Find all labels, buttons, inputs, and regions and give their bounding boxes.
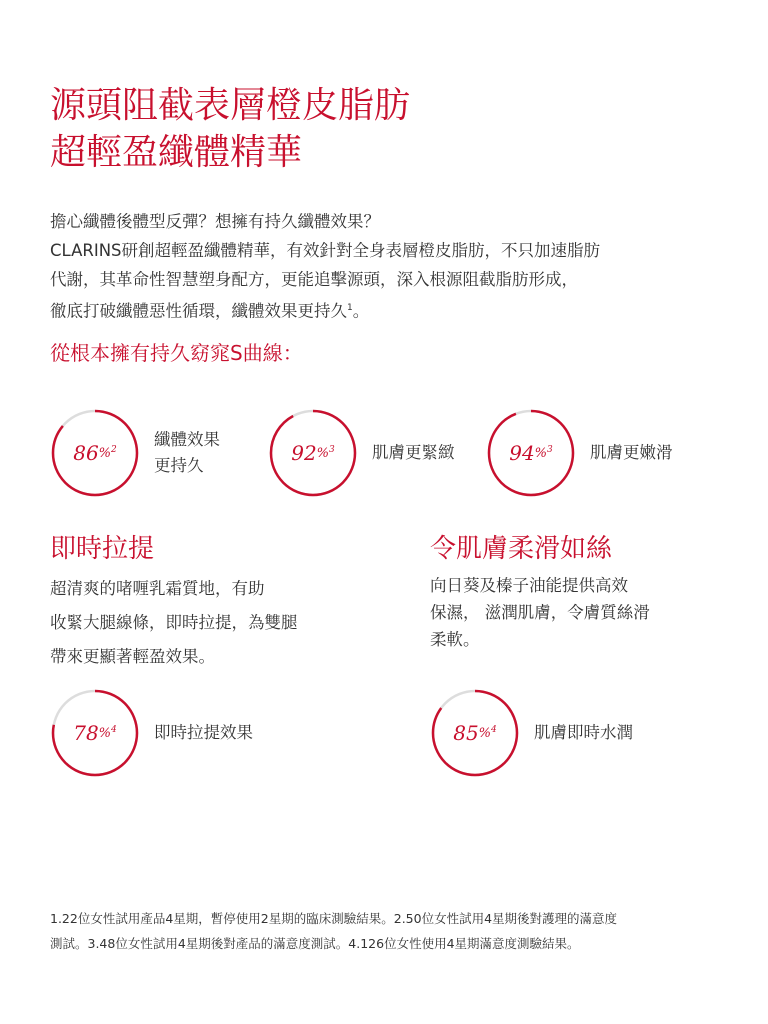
section-silky-line-2: 保濕， 滋潤肌膚，令膚質絲滑: [430, 603, 650, 622]
stat-unit: %: [98, 725, 112, 741]
section-silky-line-3: 柔軟。: [430, 630, 480, 649]
intro-line-4: [50, 294, 730, 326]
stat-instant-lift: [50, 688, 253, 778]
stat-label-line-2: 更持久: [154, 456, 204, 475]
section-lifting-line-2: 收緊大腿線條，即時拉提，為雙腿: [50, 613, 298, 632]
stat-value: 94: [509, 441, 535, 465]
stat-label-line-1: 肌膚即時水潤: [534, 723, 633, 742]
stat-ring: [268, 408, 358, 498]
stat-ring: [486, 408, 576, 498]
title-line-1: 源頭阻截表層橙皮脂肪: [50, 85, 411, 126]
stat-ring: [50, 688, 140, 778]
footnote-ref: 2: [111, 445, 117, 455]
section-lifting-line-1: 超清爽的啫喱乳霜質地，有助: [50, 579, 265, 598]
stat-instant-hydration: [430, 688, 633, 778]
stat-label-line-1: 肌膚更緊緻: [372, 443, 455, 462]
stat-percent: [268, 408, 358, 498]
section-lifting-title: 即時拉提: [50, 534, 155, 564]
stat-percent: [430, 688, 520, 778]
footnote-ref: 1: [347, 303, 353, 313]
footnote-ref: 3: [547, 445, 553, 455]
section-lifting-body: [50, 572, 298, 674]
stat-firmer-skin: [268, 408, 455, 498]
footnotes: [50, 906, 730, 956]
section-silky-body: [430, 572, 650, 653]
stat-value: 78: [73, 721, 99, 745]
stat-unit: %: [534, 445, 548, 461]
title-line-2: 超輕盈纖體精華: [50, 132, 303, 173]
stat-unit: %: [98, 445, 112, 461]
stat-value: 86: [73, 441, 99, 465]
stat-label: [534, 720, 633, 746]
stat-label: [154, 427, 220, 479]
stat-label-line-1: 即時拉提效果: [154, 723, 253, 742]
section-silky-line-1: 向日葵及榛子油能提供高效: [430, 576, 628, 595]
stat-value: 92: [291, 441, 317, 465]
stat-label-line-1: 纖體效果: [154, 430, 220, 449]
stat-unit: %: [478, 725, 492, 741]
stat-ring: [430, 688, 520, 778]
stat-percent: [50, 688, 140, 778]
intro-line-3: 代謝，其革命性智慧塑身配方，更能追擊源頭，深入根源阻截脂肪形成，: [50, 270, 578, 289]
stat-unit: %: [316, 445, 330, 461]
stat-value: 85: [453, 721, 479, 745]
intro-line-1: 擔心纖體後體型反彈？想擁有持久纖體效果？: [50, 212, 380, 231]
footnote-ref: 3: [329, 445, 335, 455]
intro-line-4-end: 。: [352, 301, 370, 321]
footnote-ref: 4: [111, 725, 117, 735]
benefits-subheading: 從根本擁有持久窈窕S曲線：: [50, 341, 303, 365]
stat-lasting-slimming: [50, 408, 220, 498]
stat-smoother-skin: [486, 408, 673, 498]
stat-percent: [50, 408, 140, 498]
stat-percent: [486, 408, 576, 498]
section-lifting-line-3: 帶來更顯著輕盈效果。: [50, 647, 215, 666]
stat-label-line-1: 肌膚更嫩滑: [590, 443, 673, 462]
stat-ring: [50, 408, 140, 498]
footnote-line-1: 1.22位女性試用產品4星期，暫停使用2星期的臨床測驗結果。2.50位女性試用4星期後對護理的滿意度: [50, 911, 618, 926]
footnote-line-2: 測試。3.48位女性試用4星期後對產品的滿意度測試。4.126位女性使用4星期滿意度測驗結果。: [50, 936, 580, 951]
page-title: [50, 82, 410, 176]
intro-line-4-text: 徹底打破纖體惡性循環，纖體效果更持久: [50, 301, 347, 321]
section-silky-title: 令肌膚柔滑如絲: [430, 534, 613, 564]
footnote-ref: 4: [491, 725, 497, 735]
intro-line-2: CLARINS研創超輕盈纖體精華，有效針對全身表層橙皮脂肪，不只加速脂肪: [50, 241, 601, 260]
stat-label: [590, 440, 673, 466]
stat-label: [154, 720, 253, 746]
stat-label: [372, 440, 455, 466]
intro-paragraph: [50, 207, 730, 326]
